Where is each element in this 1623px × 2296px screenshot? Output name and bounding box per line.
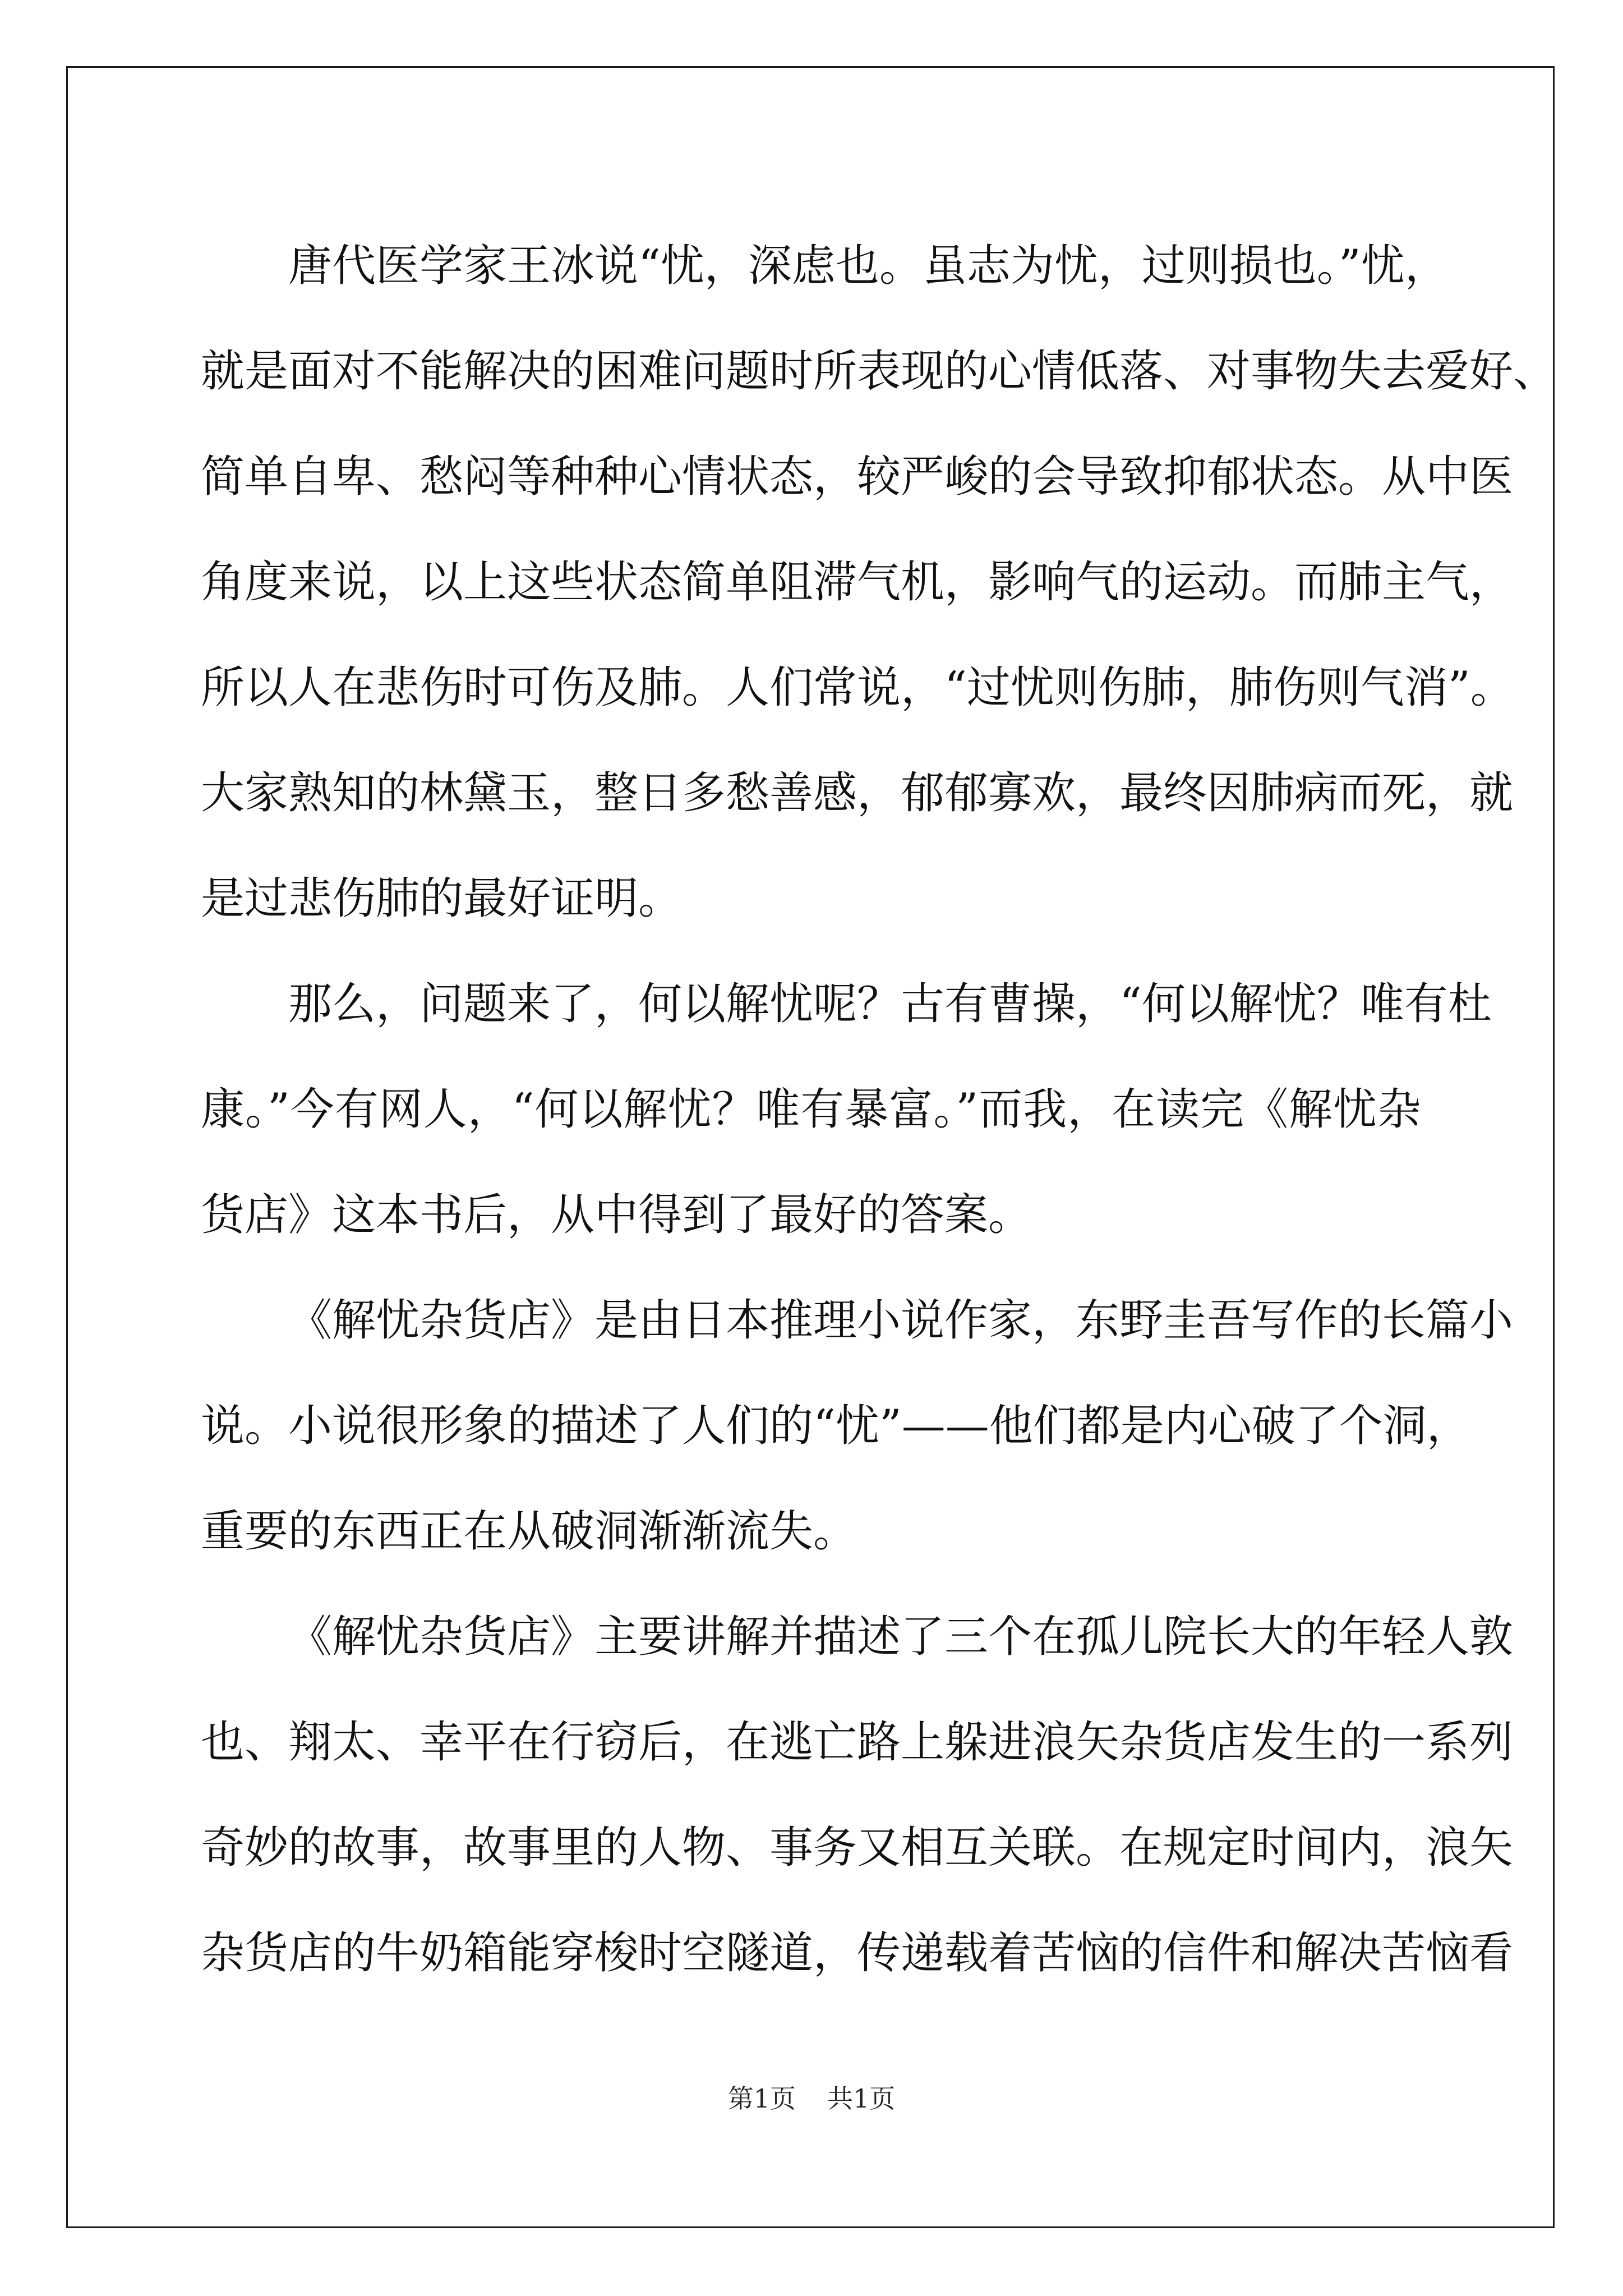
text-line: 《解忧杂货店》是由日本推理小说作家，东野圭吾写作的长篇小 (288, 1295, 1514, 1346)
paragraph-1 (201, 213, 1557, 951)
text-line: 所以人在悲伤时可伤及肺。人们常说，“过忧则伤肺，肺伤则气消”。 (201, 662, 1514, 713)
page-number: 第1页 (727, 2083, 796, 2114)
text-line: 就是面对不能解决的困难问题时所表现的心情低落、对事物失去爱好、 (201, 346, 1557, 397)
page-footer (0, 2078, 1623, 2115)
text-line: 大家熟知的林黛玉，整日多愁善感，郁郁寡欢，最终因肺病而死，就 (201, 768, 1514, 818)
paragraph-4 (201, 1584, 1514, 2006)
text-line: 杂货店的牛奶箱能穿梭时空隧道，传递载着苦恼的信件和解决苦恼看 (201, 1928, 1514, 1978)
paragraph-2 (201, 951, 1492, 1268)
text-line: 是过悲伤肺的最好证明。 (201, 873, 683, 924)
text-line: 康。”今有网人，“何以解忧？唯有暴富。”而我，在读完《解忧杂 (201, 1084, 1421, 1135)
text-line: 说。小说很形象的描述了人们的“忧”——他们都是内心破了个洞， (201, 1401, 1470, 1451)
text-line: 重要的东西正在从破洞渐渐流失。 (201, 1506, 857, 1557)
total-pages: 共1页 (827, 2083, 896, 2114)
text-line: 《解忧杂货店》主要讲解并描述了三个在孤儿院长大的年轻人敦 (288, 1612, 1514, 1662)
paragraph-3 (201, 1268, 1514, 1584)
text-line: 奇妙的故事，故事里的人物、事务又相互关联。在规定时间内，浪矢 (201, 1823, 1514, 1873)
text-line: 那么，问题来了，何以解忧呢？古有曹操，“何以解忧？唯有杜 (288, 979, 1492, 1029)
text-line: 唐代医学家王冰说“忧，深虑也。虽志为忧，过则损也。”忧， (288, 241, 1449, 291)
document-body (201, 213, 1557, 2006)
text-line: 货店》这本书后，从中得到了最好的答案。 (201, 1190, 1032, 1240)
text-line: 简单自卑、愁闷等种种心情状态，较严峻的会导致抑郁状态。从中医 (201, 452, 1514, 502)
text-line: 也、翔太、幸平在行窃后，在逃亡路上躲进浪矢杂货店发生的一系列 (201, 1717, 1514, 1768)
text-line: 角度来说，以上这些状态简单阻滞气机，影响气的运动。而肺主气， (201, 557, 1514, 608)
